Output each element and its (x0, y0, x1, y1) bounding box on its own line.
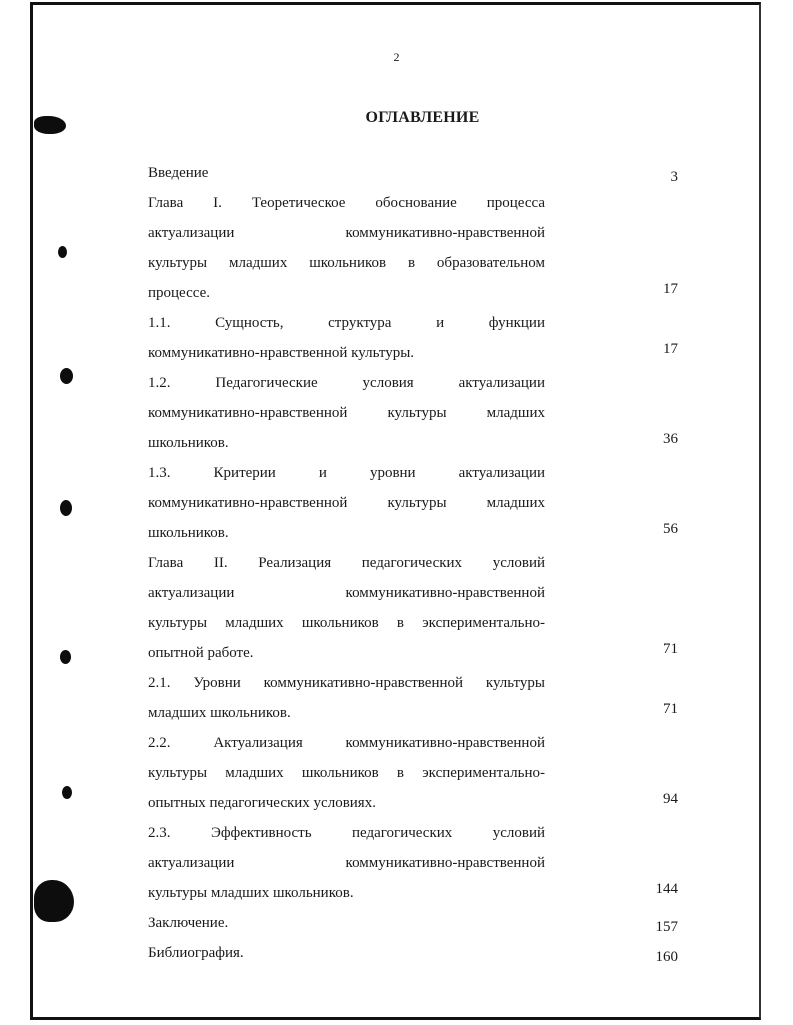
toc-entry (148, 938, 678, 968)
toc-page-number: 71 (663, 701, 678, 717)
toc-entry-line: 2.3. Эффективность педагогических условий (148, 825, 545, 841)
toc-entry (148, 188, 678, 308)
toc-entry-line: коммуникативно-нравственной культуры младших (148, 405, 545, 421)
toc-entry-line: актуализации коммуникативно-нравственной (148, 585, 545, 601)
page-number: 2 (393, 50, 400, 64)
toc-entry-line: 1.3. Критерии и уровни актуализации (148, 465, 545, 481)
toc-entry-line: Библиография. (148, 945, 244, 961)
toc-entry-line: опытной работе. (148, 645, 254, 661)
ink-blot (34, 880, 74, 922)
table-of-contents (148, 158, 678, 968)
ink-blot (60, 500, 72, 516)
toc-entry-line: культуры младших школьников в образовательном (148, 255, 545, 271)
toc-page-number: 160 (655, 949, 678, 965)
toc-entry-line: 2.1. Уровни коммуникативно-нравственной культуры (148, 675, 545, 691)
toc-entry-line: коммуникативно-нравственной культуры. (148, 345, 415, 361)
toc-entry-line: Введение (148, 165, 209, 181)
ink-blot (60, 650, 71, 664)
toc-entry-line: 1.1. Сущность, структура и функции (148, 315, 545, 331)
toc-page-number: 157 (655, 919, 678, 935)
toc-entry (148, 728, 678, 818)
toc-entry (148, 818, 678, 908)
toc-entry-line: Глава I. Теоретическое обоснование процесса (148, 195, 545, 211)
ink-blot (62, 786, 72, 799)
toc-entry-line: актуализации коммуникативно-нравственной (148, 225, 545, 241)
toc-entry-line: коммуникативно-нравственной культуры младших (148, 495, 545, 511)
toc-entry-line: культуры младших школьников в экспериментально- (148, 615, 545, 631)
toc-entry-line: 2.2. Актуализация коммуникативно-нравственной (148, 735, 545, 751)
toc-page-number: 144 (655, 881, 678, 897)
toc-entry (148, 458, 678, 548)
ink-blot (58, 246, 67, 258)
toc-entry-line: процессе. (148, 285, 210, 301)
toc-entry-line: культуры младших школьников в экспериментально- (148, 765, 545, 781)
toc-entry (148, 158, 678, 188)
toc-page-number: 3 (670, 169, 678, 185)
toc-entry-line: культуры младших школьников. (148, 885, 354, 901)
toc-page-number: 36 (663, 431, 678, 447)
toc-page-number: 17 (663, 341, 678, 357)
toc-page-number: 94 (663, 791, 678, 807)
toc-entry-line: младших школьников. (148, 705, 291, 721)
toc-entry-line: школьников. (148, 435, 229, 451)
toc-entry-line: школьников. (148, 525, 229, 541)
toc-page-number: 71 (663, 641, 678, 657)
toc-page-number: 17 (663, 281, 678, 297)
toc-entry (148, 368, 678, 458)
toc-entry (148, 548, 678, 668)
ink-blot (60, 368, 73, 384)
toc-entry-line: Заключение. (148, 915, 229, 931)
toc-entry-line: Глава II. Реализация педагогических условий (148, 555, 545, 571)
page-title: ОГЛАВЛЕНИЕ (365, 109, 480, 126)
toc-entry-line: актуализации коммуникативно-нравственной (148, 855, 545, 871)
toc-entry (148, 308, 678, 368)
toc-entry-line: 1.2. Педагогические условия актуализации (148, 375, 545, 391)
toc-entry (148, 908, 678, 938)
toc-page-number: 56 (663, 521, 678, 537)
toc-entry-line: опытных педагогических условиях. (148, 795, 376, 811)
toc-entry (148, 668, 678, 728)
